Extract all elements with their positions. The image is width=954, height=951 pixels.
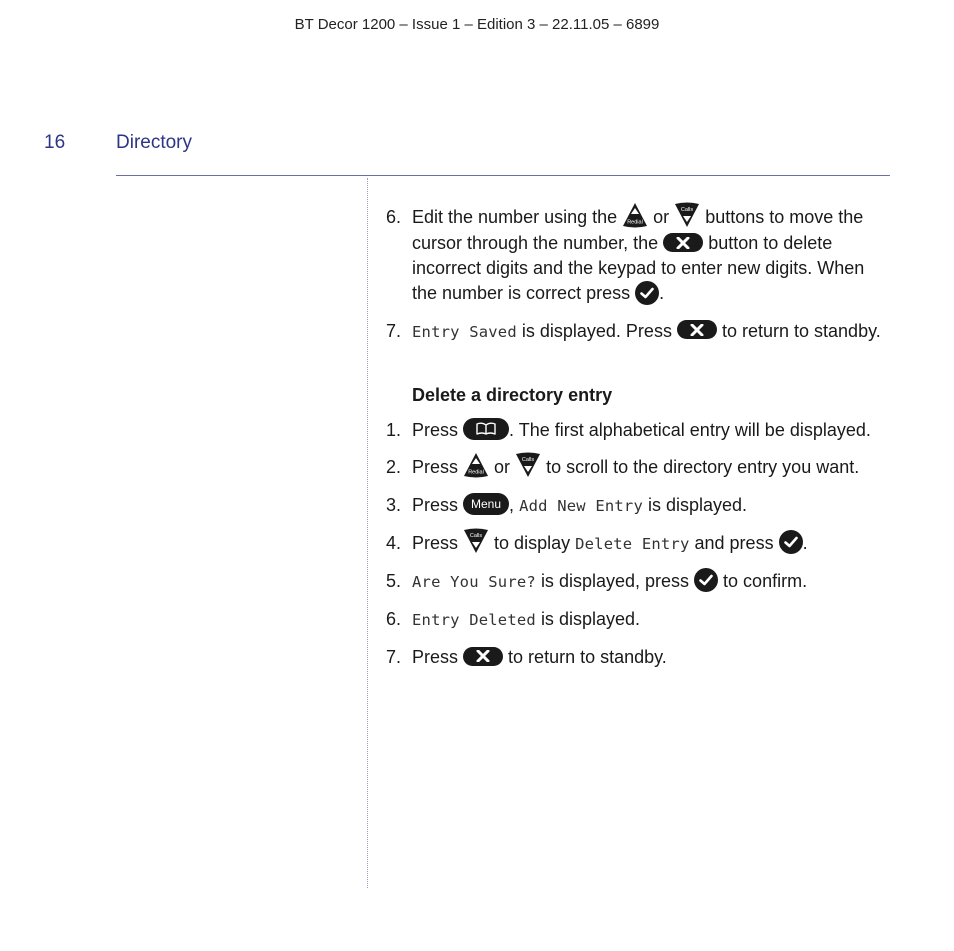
step-text [412,569,886,595]
list-item [386,569,886,595]
clear-x-icon [677,320,717,339]
text-fragment: is displayed, press [540,571,690,591]
text-fragment: Press [412,647,459,667]
section-title: Directory [116,132,193,153]
text-fragment: Press [412,456,459,477]
redial-up-icon [622,202,648,228]
column-divider [367,178,368,888]
clear-x-icon [663,233,703,252]
step-text [412,319,886,345]
subsection-heading: Delete a directory entry [412,384,613,405]
redial-label: Redial [468,469,484,476]
text-fragment: or [653,207,670,227]
step-number: 3. [386,494,402,515]
instructions-column [386,205,886,682]
calls-down-icon [463,528,489,554]
display-message: Add New Entry [519,496,643,515]
text-fragment: is displayed. Press [521,320,672,341]
directory-book-icon [463,418,509,440]
display-message: Entry Saved [412,322,517,341]
list-item [386,493,886,519]
text-fragment: Press [412,494,459,515]
step-text [412,418,886,443]
step-number: 1. [386,419,402,440]
list-item [386,205,886,307]
page-number: 16 [44,132,66,153]
step-number: 6. [386,207,402,227]
menu-button-icon: Menu [463,493,509,515]
step-number: 6. [386,609,402,629]
calls-label: Calls [469,533,483,539]
display-message: Delete Entry [575,534,690,553]
ok-check-icon [779,530,803,554]
step-number: 7. [386,320,402,341]
calls-down-icon [515,452,541,478]
list-item [386,607,886,633]
calls-down-icon [674,202,700,228]
text-fragment: . The first alphabetical entry will be displayed. [509,419,871,440]
text-fragment: buttons to move the cursor through the number, the [412,207,864,254]
text-fragment: Press [412,532,459,553]
list-item [386,319,886,345]
text-fragment: Press [412,419,459,440]
text-fragment: button to delete incorrect digits and the keypad to enter new digits. When the number is correct press [412,233,865,304]
step-number: 7. [386,647,402,667]
display-message: Entry Deleted [412,611,536,629]
text-fragment: . [802,532,808,553]
step-number: 2. [386,456,402,477]
text-fragment: to scroll to the directory entry you want. [546,456,860,477]
ok-check-icon [694,568,718,592]
ok-check-icon [635,281,659,305]
step-text [412,455,886,481]
text-fragment: is displayed. [540,609,640,629]
step-text [412,645,886,670]
text-fragment: to return to standby. [508,647,667,667]
step-text [412,607,886,633]
step-number: 4. [386,532,402,553]
list-item [386,418,886,443]
text-fragment: to confirm. [723,571,808,591]
display-message: Are You Sure? [412,573,536,591]
calls-label: Calls [681,207,694,214]
list-item [386,531,886,557]
list-item [386,455,886,481]
text-fragment: , [509,494,515,515]
document-header: BT Decor 1200 – Issue 1 – Edition 3 – 22.11.05 – 6899 [294,16,660,33]
redial-up-icon [463,452,489,478]
text-fragment: and press [694,532,774,553]
clear-x-icon [463,647,503,666]
text-fragment: or [494,456,511,477]
text-fragment: . [659,283,665,304]
calls-label: Calls [521,456,535,463]
step-text [412,531,886,557]
step-number: 5. [386,571,402,591]
redial-label: Redial [627,219,643,226]
step-text [412,493,886,519]
header-divider [116,175,890,176]
list-item [386,645,886,670]
text-fragment: to display [494,532,571,553]
text-fragment: is displayed. [648,494,748,515]
text-fragment: Edit the number using the [412,207,618,227]
text-fragment: to return to standby. [721,320,881,341]
step-text [412,205,886,307]
